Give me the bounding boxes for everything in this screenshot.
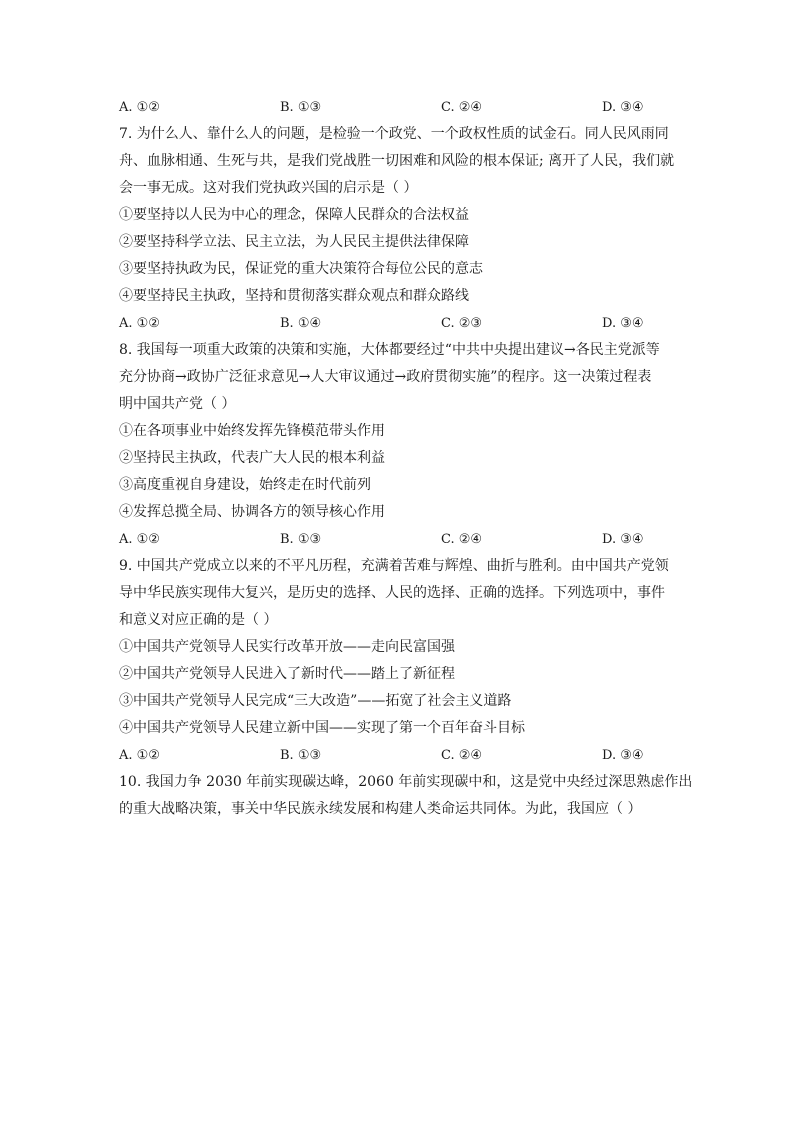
question-7 [119,121,679,337]
q6-option-b: B. ①③ [280,100,322,115]
q8-option-c: C. ②④ [441,532,483,547]
q9-statement-2: ②中国共产党领导人民进入了新时代——踏上了新征程 [119,666,455,682]
q8-option-a: A. ①② [119,532,160,547]
q7-option-b: B. ①④ [280,316,322,331]
q7-option-c: C. ②③ [441,316,483,331]
q6-options [119,94,679,121]
q9-stem-line-1: 9. 中国共产党成立以来的不平凡历程，充满着苦难与辉煌、曲折与胜利。由中国共产党领 [119,558,669,574]
q7-stem-line-3: 会一事无成。这对我们党执政兴国的启示是（ ） [119,180,418,196]
q8-statement-2: ②坚持民主执政，代表广大人民的根本利益 [119,450,385,466]
q8-stem-line-3: 明中国共产党（ ） [119,396,236,412]
q7-statement-2: ②要坚持科学立法、民主立法，为人民民主提供法律保障 [119,234,469,250]
q7-option-a: A. ①② [119,316,160,331]
q8-option-b: B. ①③ [280,532,322,547]
q6-option-a: A. ①② [119,100,160,115]
q7-options [119,310,679,337]
q7-option-d: D. ③④ [602,316,644,331]
q7-statement-3: ③要坚持执政为民，保证党的重大决策符合每位公民的意志 [119,261,483,277]
q9-option-b: B. ①③ [280,748,322,763]
q7-statement-1: ①要坚持以人民为中心的理念，保障人民群众的合法权益 [119,207,469,223]
q8-stem-line-2: 充分协商→政协广泛征求意见→人大审议通过→政府贯彻实施”的程序。这一决策过程表 [119,369,652,385]
q7-stem-line-1: 7. 为什么人、靠什么人的问题，是检验一个政党、一个政权性质的试金石。同人民风雨同 [119,126,669,142]
question-10 [119,769,693,823]
q9-stem-line-2: 导中华民族实现伟大复兴，是历史的选择、人民的选择、正确的选择。下列选项中，事件 [119,585,665,601]
q8-options [119,526,679,553]
question-9 [119,553,679,769]
q8-statement-4: ④发挥总揽全局、协调各方的领导核心作用 [119,504,385,520]
q9-statement-4: ④中国共产党领导人民建立新中国——实现了第一个百年奋斗目标 [119,720,525,736]
question-8 [119,337,679,553]
q6-option-d: D. ③④ [602,100,644,115]
q10-stem-line-2: 的重大战略决策，事关中华民族永续发展和构建人类命运共同体。为此，我国应（ ） [119,801,642,817]
q9-option-a: A. ①② [119,748,160,763]
q8-statement-1: ①在各项事业中始终发挥先锋模范带头作用 [119,423,385,439]
question-content [119,94,693,823]
q9-statement-3: ③中国共产党领导人民完成“三大改造”——拓宽了社会主义道路 [119,693,512,709]
q9-stem-line-3: 和意义对应正确的是（ ） [119,612,278,628]
q8-stem-line-1: 8. 我国每一项重大政策的决策和实施，大体都要经过“中共中央提出建议→各民主党派等 [119,342,660,358]
q9-option-c: C. ②④ [441,748,483,763]
q6-option-c: C. ②④ [441,100,483,115]
q9-options [119,742,679,769]
q7-statement-4: ④要坚持民主执政，坚持和贯彻落实群众观点和群众路线 [119,288,469,304]
q8-option-d: D. ③④ [602,532,644,547]
q9-option-d: D. ③④ [602,748,644,763]
q7-stem-line-2: 舟、血脉相通、生死与共，是我们党战胜一切困难和风险的根本保证; 离开了人民，我们就 [119,153,675,169]
q8-statement-3: ③高度重视自身建设，始终走在时代前列 [119,477,371,493]
q10-stem-line-1: 10. 我国力争 2030 年前实现碳达峰，2060 年前实现碳中和，这是党中央经过深思熟虑作出 [119,774,693,790]
q9-statement-1: ①中国共产党领导人民实行改革开放——走向民富国强 [119,639,455,655]
